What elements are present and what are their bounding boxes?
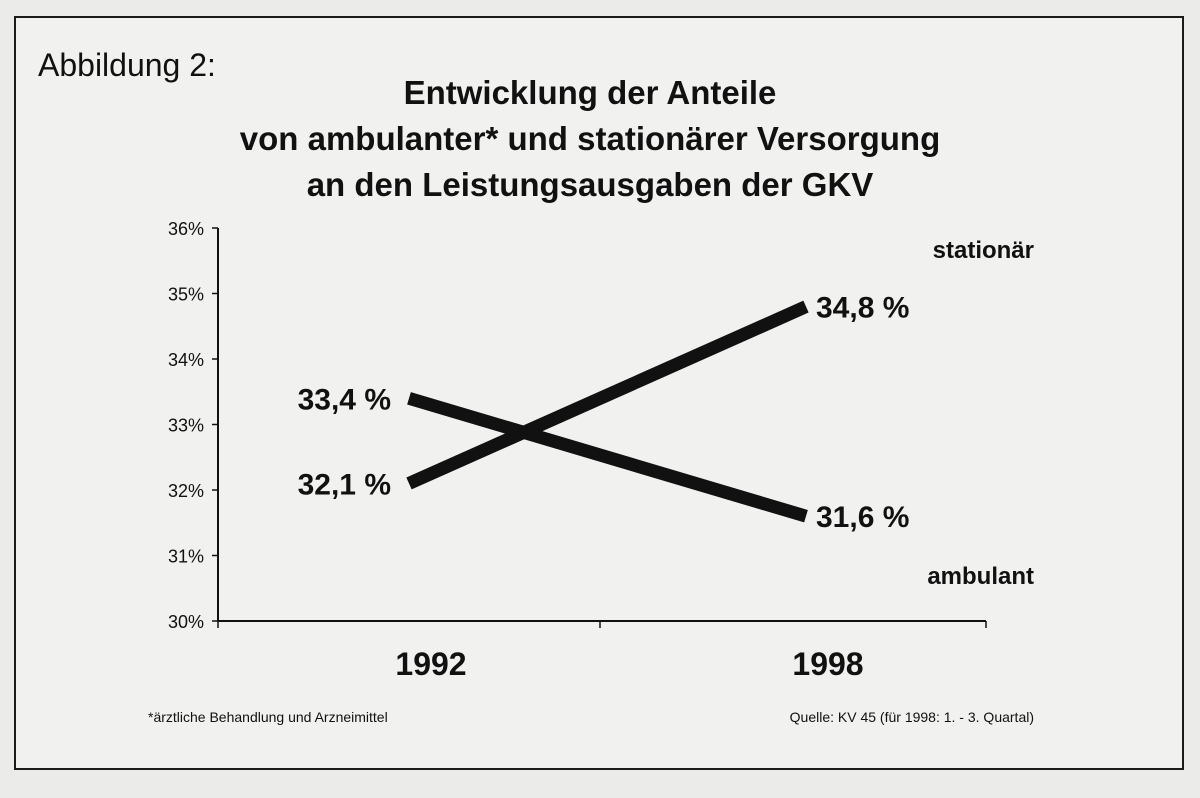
x-tick-label: 1992 <box>395 646 467 682</box>
series-name-ambulant: ambulant <box>927 563 1034 590</box>
line-chart <box>16 18 1184 770</box>
y-tick-label: 34% <box>167 350 204 370</box>
series-lines <box>409 307 806 517</box>
footnote: *ärztliche Behandlung und Arzneimittel <box>148 709 388 725</box>
y-tick-label: 30% <box>167 612 204 632</box>
data-label-stationaer: 34,8 % <box>816 291 910 325</box>
data-labels <box>298 237 1034 590</box>
y-tick-label: 32% <box>167 481 204 501</box>
data-label-stationaer: 32,1 % <box>297 468 391 502</box>
chart-title-line-2: von ambulanter* und stationärer Versorgung <box>239 120 941 157</box>
y-tick-label: 33% <box>167 415 204 436</box>
series-name-stationaer: stationär <box>932 237 1034 264</box>
source-note: Quelle: KV 45 (für 1998: 1. - 3. Quartal) <box>789 709 1034 725</box>
figure-label: Abbildung 2: <box>38 47 216 83</box>
y-tick-label: 35% <box>167 284 204 305</box>
data-label-ambulant: 31,6 % <box>816 501 910 535</box>
y-tick-label: 36% <box>167 219 204 239</box>
chart-title-line-1: Entwicklung der Anteile <box>403 74 777 111</box>
x-tick-label: 1998 <box>792 646 864 682</box>
chart-title-line-3: an den Leistungsausgaben der GKV <box>306 166 874 203</box>
chart-frame <box>14 16 1184 770</box>
data-label-ambulant: 33,4 % <box>297 383 391 417</box>
y-tick-label: 31% <box>167 546 204 567</box>
